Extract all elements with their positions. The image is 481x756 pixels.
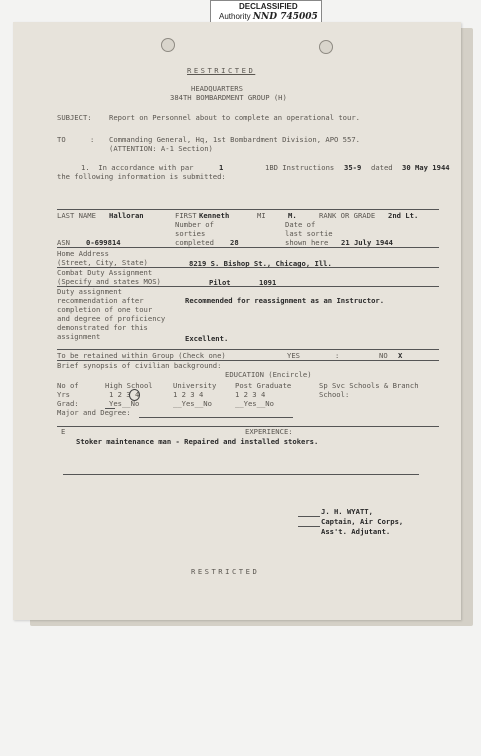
to-line2: (ATTENTION: A-1 Section) bbox=[109, 144, 213, 153]
date-label-1: Date of bbox=[285, 220, 316, 229]
to-label: TO bbox=[57, 135, 66, 144]
recommendation-line bbox=[57, 349, 439, 350]
para1-par: 1 bbox=[219, 163, 224, 172]
stamp-authority bbox=[219, 12, 318, 22]
last-name-value: Halloran bbox=[109, 211, 144, 220]
rank-label: RANK OR GRADE bbox=[319, 211, 376, 220]
asn-line bbox=[57, 247, 439, 248]
para1-line2: the following information is submitted: bbox=[57, 172, 226, 181]
asn-label: ASN bbox=[57, 238, 70, 247]
unit-line: 384TH BOMBARDMENT GROUP (H) bbox=[170, 93, 287, 102]
document-page bbox=[13, 22, 461, 620]
post-graduate-years: 1 2 3 4 bbox=[235, 390, 266, 399]
classification-footer: RESTRICTED bbox=[191, 567, 260, 576]
retain-yes-label: YES bbox=[287, 351, 300, 360]
mos-value: 1091 bbox=[259, 278, 277, 287]
hq-line: HEADQUARTERS bbox=[191, 84, 243, 93]
university-grad: __Yes__No bbox=[173, 399, 212, 408]
punch-hole-right bbox=[319, 40, 333, 54]
civilian-label: Brief synopsis of civilian background: bbox=[57, 361, 222, 370]
retain-label: To be retained within Group (Check one) bbox=[57, 351, 226, 360]
rec-label-3: completion of one tour bbox=[57, 305, 153, 314]
major-line bbox=[139, 417, 293, 418]
retain-no-mark: X bbox=[398, 351, 403, 360]
education-major-label: Major and Degree: bbox=[57, 408, 131, 417]
proficiency-value: Excellent. bbox=[185, 334, 229, 343]
signature-dash-2 bbox=[298, 526, 320, 527]
high-school-years: 1 2 3 4 bbox=[109, 390, 140, 399]
classification-header: RESTRICTED bbox=[187, 66, 256, 75]
education-no-label-1: No of bbox=[57, 381, 79, 390]
asn-value: 0-699814 bbox=[86, 238, 121, 247]
duty-value: Pilot bbox=[209, 278, 231, 287]
signature-dash-1 bbox=[298, 516, 320, 517]
home-address-value: 8219 S. Bishop St., Chicago, Ill. bbox=[189, 259, 332, 268]
sorties-label-3: completed bbox=[175, 238, 214, 247]
signature-name: J. H. WYATT, bbox=[321, 507, 373, 516]
high-school-grad-line bbox=[105, 408, 115, 409]
rec-label-2: recommendation after bbox=[57, 296, 144, 305]
university-years: 1 2 3 4 bbox=[173, 390, 204, 399]
sp-svc-label-1: Sp Svc Schools & Branch bbox=[319, 381, 419, 390]
subject-label: SUBJECT: bbox=[57, 113, 92, 122]
first-name-label: FIRST bbox=[175, 211, 197, 220]
subject-text: Report on Personnel about to complete an operational tour. bbox=[109, 113, 360, 122]
date-label-3: shown here bbox=[285, 238, 329, 247]
last-sortie-value: 21 July 1944 bbox=[341, 238, 393, 247]
last-name-label: LAST NAME bbox=[57, 211, 96, 220]
stamp-authority-label: Authority bbox=[219, 12, 251, 21]
post-graduate-grad: __Yes__No bbox=[235, 399, 274, 408]
mi-value: M. bbox=[288, 211, 297, 220]
punch-hole-left bbox=[161, 38, 175, 52]
high-school-grad: Yes__No bbox=[109, 399, 140, 408]
para1-text-c: dated bbox=[371, 163, 393, 172]
signature-title-2: Ass't. Adjutant. bbox=[321, 527, 391, 536]
mi-label: MI bbox=[257, 211, 266, 220]
post-graduate-label: Post Graduate bbox=[235, 381, 292, 390]
to-separator: : bbox=[90, 135, 95, 144]
rec-label-5: demonstrated for this bbox=[57, 323, 148, 332]
rec-label-6: assignment bbox=[57, 332, 101, 341]
sorties-value: 28 bbox=[230, 238, 239, 247]
recommendation-value: Recommended for reassignment as an Instructor. bbox=[185, 296, 385, 305]
home-label-1: Home Address bbox=[57, 249, 109, 258]
duty-label-2: (Specify and states MOS) bbox=[57, 277, 161, 286]
date-label-2: last sortie bbox=[285, 229, 333, 238]
para1-instruction: 35-9 bbox=[344, 163, 362, 172]
signature-title-1: Captain, Air Corps, bbox=[321, 517, 404, 526]
rank-value: 2nd Lt. bbox=[388, 211, 419, 220]
experience-label: EXPERIENCE: bbox=[245, 427, 293, 436]
stamp-title: DECLASSIFIED bbox=[239, 2, 298, 11]
home-label-2: (Street, City, State) bbox=[57, 258, 148, 267]
retain-colon: : bbox=[335, 351, 340, 360]
rec-label-1: Duty assignment bbox=[57, 287, 122, 296]
university-label: University bbox=[173, 381, 217, 390]
form-top-line bbox=[57, 209, 439, 210]
retain-no-label: NO bbox=[379, 351, 388, 360]
education-heading: EDUCATION (Encircle) bbox=[225, 370, 312, 379]
declassified-stamp bbox=[210, 0, 322, 24]
stamp-authority-number: NND 745005 bbox=[252, 12, 318, 22]
sorties-label-2: sorties bbox=[175, 229, 206, 238]
rec-label-4: and degree of proficiency bbox=[57, 314, 166, 323]
para1-text-b: 1BD Instructions bbox=[265, 163, 335, 172]
to-line1: Commanding General, Hq, 1st Bombardment Division, APO 557. bbox=[109, 135, 360, 144]
education-no-label-2: Yrs bbox=[57, 390, 70, 399]
duty-label-1: Combat Duty Assignment bbox=[57, 268, 153, 277]
para1-date: 30 May 1944 bbox=[402, 163, 450, 172]
high-school-label: High School bbox=[105, 381, 153, 390]
sorties-label-1: Number of bbox=[175, 220, 214, 229]
experience-text: Stoker maintenance man - Repaired and installed stokers. bbox=[76, 437, 319, 446]
sp-svc-label-2: School: bbox=[319, 390, 350, 399]
education-grad-label: Grad: bbox=[57, 399, 79, 408]
experience-mark: E bbox=[61, 427, 66, 436]
experience-bottom-line bbox=[63, 474, 419, 475]
first-name-value: Kenneth bbox=[199, 211, 230, 220]
para1-text-a: 1. In accordance with par bbox=[81, 163, 194, 172]
